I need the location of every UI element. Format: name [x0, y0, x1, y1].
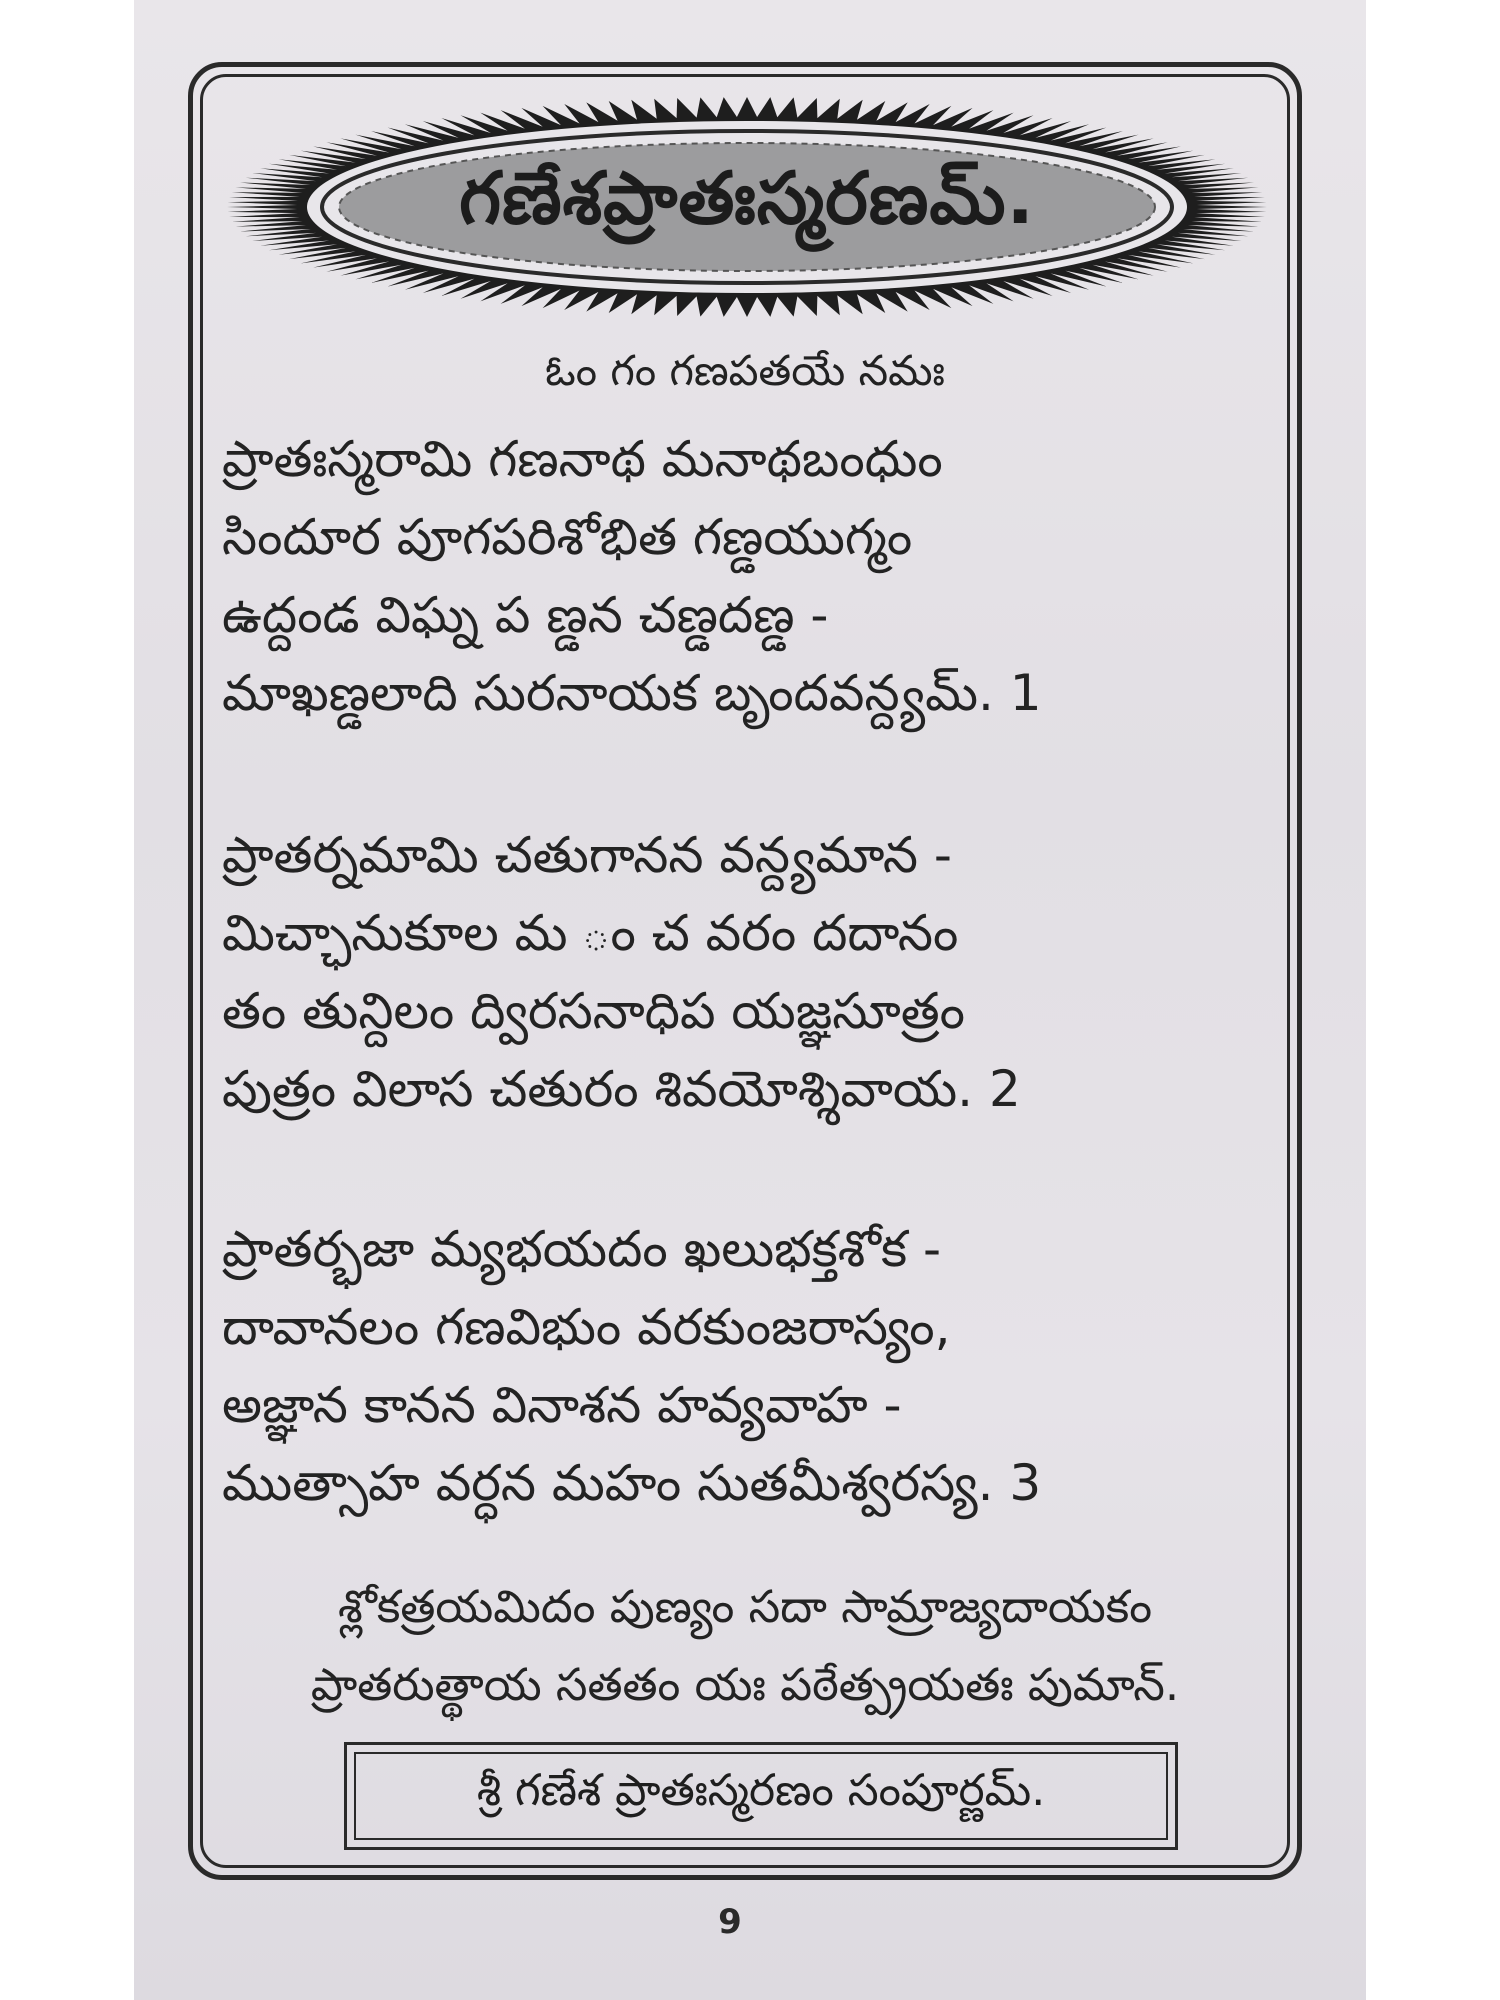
verse-line: ముత్సాహ వర్ధన మహం సుతమీశ్వరస్య. 3	[222, 1454, 1042, 1512]
invocation-line: ఓం గం గణపతయే నమః	[545, 346, 945, 395]
verse-2	[222, 816, 1282, 1128]
verse-3	[222, 1210, 1282, 1522]
closing-line: ప్రాతరుత్థాయ సతతం యః పఠేత్ప్రయతః పుమాన్.	[310, 1658, 1180, 1711]
closing-verse	[200, 1568, 1290, 1724]
verse-line: సిందూర పూగపరిశోభిత గణ్డయుగ్మం	[222, 508, 913, 566]
page-title: గణేశప్రాతఃస్మరణమ్.	[459, 156, 1035, 240]
verse-line: మాఖణ్డలాది సురనాయక బృందవన్ద్యమ్. 1	[222, 664, 1042, 722]
verse-line: పుత్రం విలాస చతురం శివయోశ్శివాయ. 2	[222, 1060, 1021, 1118]
verse-line: మిచ్ఛానుకూల మ ం చ వరం దదానం	[222, 904, 959, 962]
verse-1	[222, 420, 1282, 732]
verse-line: ప్రాతఃస్మరామి గణనాథ మనాథబంధుం	[222, 430, 943, 488]
verse-line: తం తున్దిలం ద్విరసనాధిప యజ్ఞసూత్రం	[222, 982, 966, 1040]
closing-line: శ్లోకత్రయమిదం పుణ్యం సదా సామ్రాజ్యదాయకం	[337, 1580, 1153, 1633]
page-number: 9	[718, 1902, 742, 1942]
verse-line: అజ్ఞాన కానన వినాశన హవ్యవాహ -	[222, 1376, 902, 1434]
verse-line: దావానలం గణవిభుం వరకుంజరాస్యం,	[222, 1298, 951, 1356]
verse-line: ప్రాతర్భజా మ్యభయదం ఖలుభక్తశోక -	[222, 1220, 942, 1278]
conclusion-box: శ్రీ గణేశ ప్రాతఃస్మరణం సంపూర్ణమ్.	[354, 1752, 1168, 1840]
verse-line: ప్రాతర్నమామి చతుగానన వన్ద్యమాన -	[222, 826, 952, 884]
verse-line: ఉద్దండ విఘ్న ప ణ్డన చణ్డదణ్డ -	[222, 586, 829, 644]
